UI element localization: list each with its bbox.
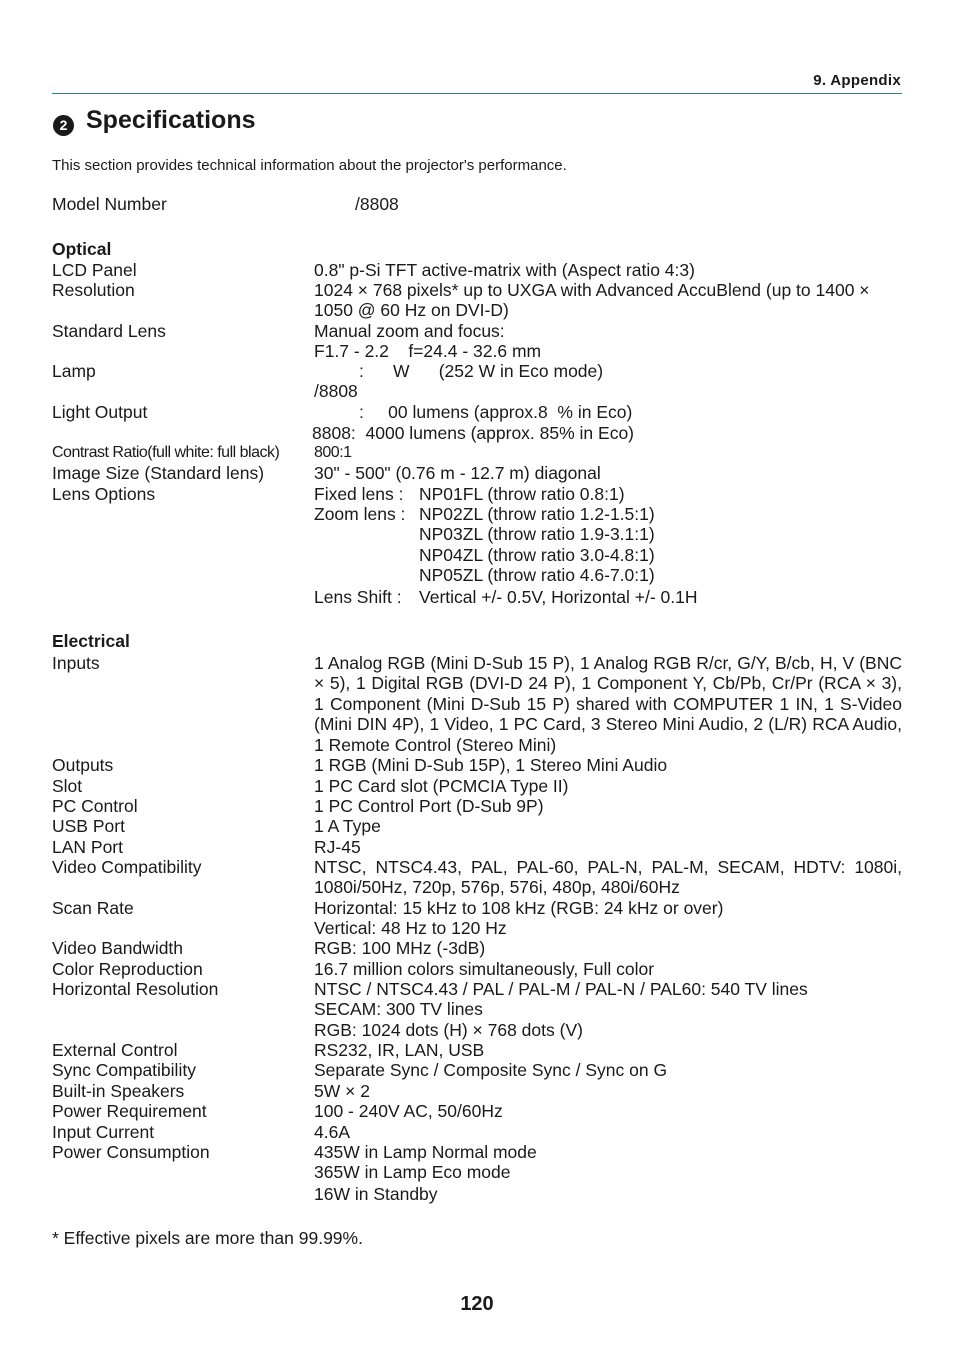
zoom-lens-value: NP04ZL (throw ratio 3.0-4.8:1) <box>419 545 655 565</box>
standard-lens-line1: Manual zoom and focus: <box>314 321 505 341</box>
resolution-value-line1: 1024 × 768 pixels* up to UXGA with Advanced AccuBlend (up to 1400 × <box>314 280 870 300</box>
color-reproduction-value: 16.7 million colors simultaneously, Full color <box>314 959 655 979</box>
footnote: * Effective pixels are more than 99.99%. <box>52 1228 363 1248</box>
section-number-badge: 2 <box>53 115 74 136</box>
pc-control-label: PC Control <box>52 796 138 816</box>
power-consumption-line1: 435W in Lamp Normal mode <box>314 1142 537 1162</box>
outputs-label: Outputs <box>52 755 114 775</box>
lens-shift-prefix: Lens Shift : <box>314 587 402 607</box>
chapter-header: 9. Appendix <box>813 72 901 89</box>
power-consumption-line3: 16W in Standby <box>314 1184 438 1204</box>
power-requirement-label: Power Requirement <box>52 1101 207 1121</box>
lens-options-label: Lens Options <box>52 484 156 504</box>
scan-rate-line2: Vertical: 48 Hz to 120 Hz <box>314 918 507 938</box>
sync-compatibility-value: Separate Sync / Composite Sync / Sync on G <box>314 1060 668 1080</box>
outputs-value: 1 RGB (Mini D-Sub 15P), 1 Stereo Mini Audio <box>314 755 668 775</box>
power-requirement-value: 100 - 240V AC, 50/60Hz <box>314 1101 503 1121</box>
lamp-value-line2: /8808 <box>314 381 358 401</box>
horizontal-resolution-line2: SECAM: 300 TV lines <box>314 999 483 1019</box>
scan-rate-label: Scan Rate <box>52 898 134 918</box>
zoom-lens-value: NP03ZL (throw ratio 1.9-3.1:1) <box>419 524 655 544</box>
external-control-value: RS232, IR, LAN, USB <box>314 1040 485 1060</box>
page-number: 120 <box>460 1293 494 1315</box>
standard-lens-label: Standard Lens <box>52 321 166 341</box>
model-number-value: /8808 <box>355 194 399 214</box>
light-output-line2: 8808: 4000 lumens (approx. 85% in Eco) <box>312 423 634 443</box>
resolution-label: Resolution <box>52 280 135 300</box>
electrical-heading: Electrical <box>52 631 130 651</box>
horizontal-resolution-label: Horizontal Resolution <box>52 979 219 999</box>
resolution-value-line2: 1050 @ 60 Hz on DVI-D) <box>314 300 509 320</box>
pc-control-value: 1 PC Control Port (D-Sub 9P) <box>314 796 544 816</box>
slot-label: Slot <box>52 776 83 796</box>
usb-port-label: USB Port <box>52 816 125 836</box>
power-consumption-line2: 365W in Lamp Eco mode <box>314 1162 511 1182</box>
zoom-lens-prefix: Zoom lens : <box>314 504 406 524</box>
lan-port-value: RJ-45 <box>314 837 361 857</box>
contrast-ratio-value: 800:1 <box>314 444 352 461</box>
scan-rate-line1: Horizontal: 15 kHz to 108 kHz (RGB: 24 kHz or over) <box>314 898 724 918</box>
fixed-lens-prefix: Fixed lens : <box>314 484 404 504</box>
input-current-label: Input Current <box>52 1122 155 1142</box>
model-number-label: Model Number <box>52 194 167 214</box>
lamp-label: Lamp <box>52 361 96 381</box>
video-compatibility-label: Video Compatibility <box>52 857 202 877</box>
light-output-label: Light Output <box>52 402 148 422</box>
zoom-lens-value: NP02ZL (throw ratio 1.2-1.5:1) <box>419 504 655 524</box>
contrast-ratio-label: Contrast Ratio(full white: full black) <box>52 444 280 461</box>
video-compatibility-value: NTSC, NTSC4.43, PAL, PAL-60, PAL-N, PAL-M, SECAM, HDTV: 1080i, 1080i/50Hz, 720p, 576p, 576i, 480p, 480i/60Hz <box>314 857 902 898</box>
sync-compatibility-label: Sync Compatibility <box>52 1060 196 1080</box>
lan-port-label: LAN Port <box>52 837 123 857</box>
lens-shift-value: Vertical +/- 0.5V, Horizontal +/- 0.1H <box>419 587 698 607</box>
light-output-line1: : 00 lumens (approx.8 % in Eco) <box>359 402 633 422</box>
built-in-speakers-value: 5W × 2 <box>314 1081 370 1101</box>
standard-lens-line2: F1.7 - 2.2 f=24.4 - 32.6 mm <box>314 341 542 361</box>
zoom-lens-value: NP05ZL (throw ratio 4.6-7.0:1) <box>419 565 655 585</box>
usb-port-value: 1 A Type <box>314 816 381 836</box>
inputs-value: 1 Analog RGB (Mini D-Sub 15 P), 1 Analog RGB R/cr, G/Y, B/cb, H, V (BNC × 5), 1 Digital RGB (DVI-D 24 P), 1 Component Y, Cb/Pb, Cr/Pr (RCA × 3), 1 Component (Mini D-Sub 15 P) shared with COMPUTER 1 IN, 1 S-Video (Mini DIN 4P), 1 Video, 1 PC Card, 3 Stereo Mini Audio, 2 (L/R) RCA Audio, 1 Remote Control (Stereo Mini) <box>314 653 902 755</box>
power-consumption-label: Power Consumption <box>52 1142 210 1162</box>
intro-text: This section provides technical information about the projector's performance. <box>52 157 567 174</box>
video-bandwidth-value: RGB: 100 MHz (-3dB) <box>314 938 486 958</box>
image-size-value: 30" - 500" (0.76 m - 12.7 m) diagonal <box>314 463 601 483</box>
header-rule <box>52 93 902 94</box>
video-bandwidth-label: Video Bandwidth <box>52 938 184 958</box>
lcd-panel-value: 0.8" p-Si TFT active-matrix with (Aspect ratio 4:3) <box>314 260 695 280</box>
horizontal-resolution-line3: RGB: 1024 dots (H) × 768 dots (V) <box>314 1020 583 1040</box>
page-title: Specifications <box>86 106 256 134</box>
slot-value: 1 PC Card slot (PCMCIA Type II) <box>314 776 569 796</box>
external-control-label: External Control <box>52 1040 178 1060</box>
built-in-speakers-label: Built-in Speakers <box>52 1081 185 1101</box>
input-current-value: 4.6A <box>314 1122 350 1142</box>
lcd-panel-label: LCD Panel <box>52 260 137 280</box>
lamp-value-line1: : W (252 W in Eco mode) <box>359 361 604 381</box>
fixed-lens-value: NP01FL (throw ratio 0.8:1) <box>419 484 625 504</box>
optical-heading: Optical <box>52 239 112 259</box>
horizontal-resolution-line1: NTSC / NTSC4.43 / PAL / PAL-M / PAL-N / PAL60: 540 TV lines <box>314 979 808 999</box>
image-size-label: Image Size (Standard lens) <box>52 463 265 483</box>
color-reproduction-label: Color Reproduction <box>52 959 203 979</box>
inputs-label: Inputs <box>52 653 100 673</box>
